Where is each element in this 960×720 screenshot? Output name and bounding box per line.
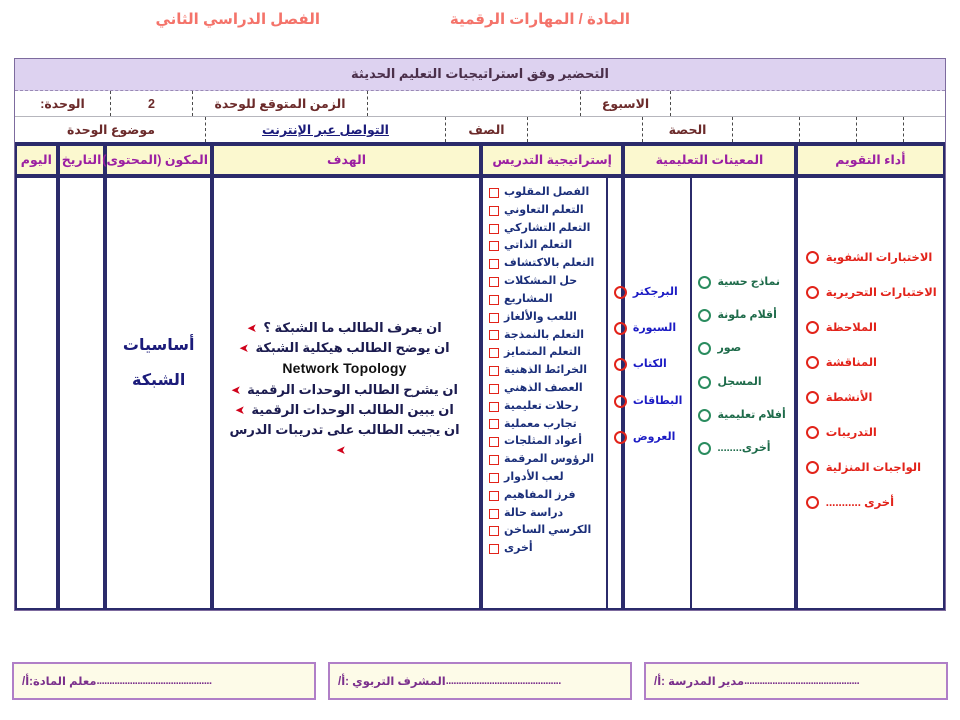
checkbox-icon[interactable] xyxy=(489,455,499,465)
aid-label: السبورة xyxy=(632,322,677,335)
circle-bullet-icon xyxy=(614,395,627,408)
checkbox-icon[interactable] xyxy=(489,473,499,483)
aid-label: أخرى........ xyxy=(717,441,771,454)
component-cell xyxy=(105,176,212,610)
strategy-label: المشاريع xyxy=(504,292,553,305)
info-row-topic xyxy=(15,117,945,144)
list-item[interactable] xyxy=(489,362,615,380)
circle-bullet-icon xyxy=(806,356,819,369)
list-item[interactable] xyxy=(614,286,683,299)
strategy-label: دراسة حالة xyxy=(504,506,564,519)
aids-column-primary xyxy=(606,178,693,608)
col-header-goal: الهدف xyxy=(212,144,481,176)
list-item[interactable] xyxy=(489,202,615,220)
aid-label: صور xyxy=(717,342,742,355)
period-label: الحصة xyxy=(642,117,732,142)
list-item[interactable] xyxy=(489,291,615,309)
circle-bullet-icon xyxy=(806,286,819,299)
signature-footer xyxy=(12,662,948,700)
evaluation-list xyxy=(798,178,943,509)
list-item xyxy=(222,380,467,400)
signature-dots: ............................................. xyxy=(96,675,212,687)
list-item xyxy=(222,318,467,338)
period-value[interactable] xyxy=(732,117,799,142)
list-item[interactable] xyxy=(489,522,615,540)
aids-list-primary xyxy=(608,178,691,444)
checkbox-icon[interactable] xyxy=(489,277,499,287)
subject-label: المادة / المهارات الرقمية xyxy=(449,11,630,28)
info-blank-left-4 xyxy=(799,117,856,142)
info-blank-left-1 xyxy=(732,91,945,116)
goal-text: ان يوضح الطالب هيكلية الشبكة xyxy=(255,340,450,356)
component-content xyxy=(107,178,210,398)
checkbox-icon[interactable] xyxy=(489,509,499,519)
list-item[interactable] xyxy=(698,409,785,422)
circle-bullet-icon xyxy=(698,309,711,322)
strategy-label: العصف الذهني xyxy=(504,381,583,394)
list-item[interactable] xyxy=(489,469,615,487)
info-blank-left-3 xyxy=(856,117,903,142)
list-item[interactable] xyxy=(489,273,615,291)
strategy-label: التعلم بالاكتشاف xyxy=(504,257,595,270)
aid-label: نماذج حسية xyxy=(717,276,780,288)
goal-cell xyxy=(212,176,481,610)
unit-topic-value[interactable]: التواصل عبر الإنترنت xyxy=(205,117,445,142)
circle-bullet-icon xyxy=(698,409,711,422)
list-item[interactable] xyxy=(614,395,683,408)
aid-label: الكتاب xyxy=(632,358,667,371)
list-item[interactable] xyxy=(489,451,615,469)
circle-bullet-icon xyxy=(806,461,819,474)
arrow-marker-icon: ➤ xyxy=(231,382,242,397)
day-cell[interactable] xyxy=(15,176,58,610)
col-header-evaluation: أداء التقويم xyxy=(796,144,945,176)
list-item[interactable] xyxy=(489,487,615,505)
checkbox-icon[interactable] xyxy=(489,384,499,394)
circle-bullet-icon xyxy=(698,276,711,289)
list-item[interactable] xyxy=(806,425,931,439)
info-row-unit xyxy=(15,91,945,117)
principal-label: مدير المدرسة :أ/ xyxy=(654,676,745,688)
evaluation-cell xyxy=(796,176,945,610)
aid-label: المسجل xyxy=(717,375,762,388)
circle-bullet-icon xyxy=(806,321,819,334)
checkbox-icon[interactable] xyxy=(489,348,499,358)
strategy-label: لعب الأدوار xyxy=(504,471,564,483)
strategy-label: حل المشكلات xyxy=(504,275,578,288)
strategy-label: اللعب والألغاز xyxy=(504,310,577,323)
goal-text: ان يبين الطالب الوحدات الرقمية xyxy=(251,402,454,418)
checkbox-icon[interactable] xyxy=(489,330,499,340)
evaluation-label: الاختبارات التحريرية xyxy=(825,287,937,299)
list-item[interactable] xyxy=(489,380,615,398)
strategy-list xyxy=(483,178,621,564)
checkbox-icon[interactable] xyxy=(489,526,499,536)
circle-bullet-icon xyxy=(806,391,819,404)
evaluation-label: المناقشة xyxy=(825,357,877,369)
goal-list xyxy=(214,178,479,461)
list-item[interactable] xyxy=(489,505,615,523)
strategy-label: الكرسي الساخن xyxy=(504,524,592,537)
list-item[interactable] xyxy=(614,358,683,371)
checkbox-icon[interactable] xyxy=(489,437,499,447)
circle-bullet-icon xyxy=(698,342,711,355)
arrow-marker-icon: ➤ xyxy=(239,341,250,356)
aid-label: العروض xyxy=(632,430,676,443)
checkbox-icon[interactable] xyxy=(489,402,499,412)
list-item[interactable] xyxy=(806,285,937,299)
list-item xyxy=(222,338,467,380)
list-item[interactable] xyxy=(489,184,615,202)
strategy-label: الفصل المقلوب xyxy=(504,186,590,198)
aid-label: أفلام تعليمية xyxy=(717,408,786,421)
week-value[interactable] xyxy=(670,91,732,116)
component-line-1: أساسيات xyxy=(122,337,195,354)
info-blank-left-2 xyxy=(903,117,945,142)
checkbox-icon[interactable] xyxy=(489,491,499,501)
circle-bullet-icon xyxy=(698,442,711,455)
strategy-label: التعلم المتمايز xyxy=(504,346,582,359)
class-value[interactable] xyxy=(527,117,642,142)
circle-bullet-icon xyxy=(614,431,627,444)
list-item[interactable] xyxy=(489,540,615,558)
evaluation-label: أخرى ........... xyxy=(825,497,895,509)
list-item[interactable] xyxy=(489,327,615,345)
strategy-label: أعواد المثلجات xyxy=(504,435,583,448)
plan-title: التحضير وفق استراتيجيات التعليم الحديثة xyxy=(15,59,945,91)
checkbox-icon[interactable] xyxy=(489,259,499,269)
checkbox-icon[interactable] xyxy=(489,366,499,376)
list-item[interactable] xyxy=(698,276,785,289)
term-label: الفصل الدراسي الثاني xyxy=(155,11,320,28)
expected-time-value[interactable] xyxy=(367,91,580,116)
aid-label: أقلام ملونة xyxy=(717,309,777,322)
list-item[interactable] xyxy=(489,255,615,273)
list-item[interactable] xyxy=(489,416,615,434)
strategy-label: التعلم بالنمذجة xyxy=(504,328,585,341)
aids-column-secondary xyxy=(692,178,793,608)
list-item[interactable] xyxy=(489,398,615,416)
aids-wrapper xyxy=(625,178,794,608)
date-cell[interactable] xyxy=(58,176,106,610)
checkbox-icon[interactable] xyxy=(489,224,499,234)
evaluation-label: الواجبات المنزلية xyxy=(825,462,922,474)
checkbox-icon[interactable] xyxy=(489,419,499,429)
circle-bullet-icon xyxy=(806,496,819,509)
supervisor-signature-box[interactable] xyxy=(328,662,632,700)
aid-label: البطاقات xyxy=(632,394,683,407)
list-item[interactable] xyxy=(614,322,683,335)
arrow-marker-icon: ➤ xyxy=(336,443,347,458)
teacher-signature-box[interactable] xyxy=(12,662,316,700)
list-item[interactable] xyxy=(806,320,931,334)
list-item[interactable] xyxy=(806,495,931,509)
signature-dots: ............................................. xyxy=(744,675,860,687)
teacher-label: معلم المادة:أ/ xyxy=(22,676,97,688)
arrow-marker-icon: ➤ xyxy=(247,321,258,335)
list-item[interactable] xyxy=(489,344,615,362)
component-line-2: الشبكة xyxy=(132,372,186,390)
list-item[interactable] xyxy=(698,442,785,455)
checkbox-icon[interactable] xyxy=(489,188,499,198)
goal-text: ان يعرف الطالب ما الشبكة ؟ xyxy=(263,320,442,335)
strategy-cell xyxy=(481,176,623,610)
circle-bullet-icon xyxy=(806,251,819,264)
expected-time-label: الزمن المتوقع للوحدة xyxy=(192,91,367,116)
list-item[interactable] xyxy=(614,431,683,444)
list-item[interactable] xyxy=(698,309,785,322)
unit-label: الوحدة: xyxy=(40,97,85,111)
checkbox-icon[interactable] xyxy=(489,206,499,216)
circle-bullet-icon xyxy=(614,358,627,371)
lesson-plan-frame xyxy=(14,58,946,611)
col-header-component: المكون (المحتوى) xyxy=(105,144,212,176)
list-item xyxy=(222,420,467,460)
list-item[interactable] xyxy=(806,355,931,369)
supervisor-label: المشرف التربوي :أ/ xyxy=(338,676,446,688)
list-item[interactable] xyxy=(806,390,931,404)
strategy-label: التعلم التشاركي xyxy=(504,221,591,234)
list-item[interactable] xyxy=(489,433,615,451)
document-top-header xyxy=(0,0,960,48)
strategy-label: تجارب معملية xyxy=(504,417,577,430)
circle-bullet-icon xyxy=(614,286,627,299)
week-label: الاسبوع xyxy=(580,91,670,116)
col-header-date: التاريخ xyxy=(58,144,106,176)
strategy-label: التعلم الذاتي xyxy=(504,239,573,252)
list-item[interactable] xyxy=(489,220,615,238)
strategy-label: فرز المفاهيم xyxy=(504,488,576,501)
goal-text: ان يجيب الطالب على تدريبات الدرس xyxy=(229,422,460,438)
list-item[interactable] xyxy=(806,250,931,264)
circle-bullet-icon xyxy=(806,426,819,439)
unit-topic-label: موضوع الوحدة xyxy=(67,123,155,137)
list-item[interactable] xyxy=(698,342,785,355)
evaluation-label: التدريبات xyxy=(825,427,877,439)
circle-bullet-icon xyxy=(614,322,627,335)
list-item[interactable] xyxy=(806,460,931,474)
evaluation-label: الاختبارات الشفوية xyxy=(825,252,933,264)
list-item[interactable] xyxy=(489,309,615,327)
aids-cell xyxy=(623,176,796,610)
principal-signature-box[interactable] xyxy=(644,662,948,700)
aid-label: البرجكتر xyxy=(632,286,678,298)
lesson-plan-table xyxy=(15,144,945,610)
checkbox-icon[interactable] xyxy=(489,241,499,251)
class-label: الصف xyxy=(445,117,527,142)
table-header-row xyxy=(15,144,945,176)
table-row xyxy=(15,176,945,610)
checkbox-icon[interactable] xyxy=(489,313,499,323)
circle-bullet-icon xyxy=(698,376,711,389)
goal-text: ان يشرح الطالب الوحدات الرقمية xyxy=(247,381,458,397)
list-item xyxy=(222,400,467,420)
arrow-marker-icon: ➤ xyxy=(235,403,246,418)
col-header-aids: المعينات التعليمية xyxy=(623,144,796,176)
strategy-label: الخرائط الذهنية xyxy=(504,364,587,377)
strategy-label: رحلات تعليمية xyxy=(504,399,579,412)
col-header-strategy: إستراتيجية التدريس xyxy=(481,144,623,176)
list-item[interactable] xyxy=(698,376,785,389)
col-header-day: اليوم xyxy=(15,144,58,176)
strategy-label: التعلم التعاوني xyxy=(504,203,584,216)
unit-value[interactable]: 2 xyxy=(110,91,192,116)
checkbox-icon[interactable] xyxy=(489,295,499,305)
list-item[interactable] xyxy=(489,237,615,255)
checkbox-icon[interactable] xyxy=(489,544,499,554)
evaluation-label: الأنشطة xyxy=(825,392,873,404)
strategy-label: الرؤوس المرقمة xyxy=(504,453,595,466)
evaluation-label: الملاحظة xyxy=(825,322,877,334)
signature-dots: ............................................. xyxy=(445,675,561,687)
aids-list-secondary xyxy=(692,178,793,455)
goal-text-english: Network Topology xyxy=(282,360,407,377)
strategy-label: أخرى xyxy=(504,542,533,555)
